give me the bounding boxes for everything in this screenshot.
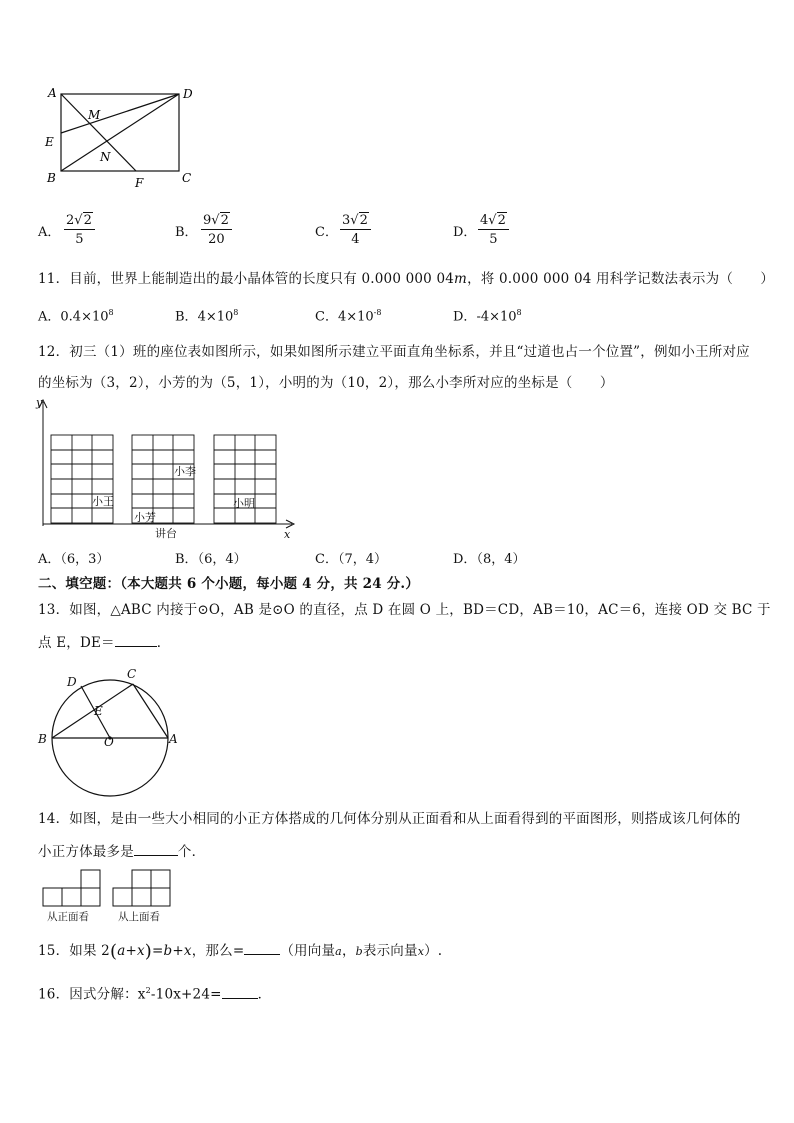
q11-option-a: A．$0.4\times 10^8$ xyxy=(38,308,114,325)
rectangle-figure xyxy=(40,84,240,194)
q16-stem: 16．因式分解：$x^2-10x+24=$ ． xyxy=(38,986,272,1003)
label-o: O xyxy=(104,735,114,749)
q16-answer-blank[interactable] xyxy=(222,998,258,999)
axis-label-x: x xyxy=(284,528,291,541)
seating-chart-figure xyxy=(34,394,304,544)
axis-label-y: y xyxy=(36,396,43,409)
q14-stem-line2: 小正方体最多是 个． xyxy=(38,844,206,860)
q12-stem-line2: 的坐标为（3，2），小芳的为（5，1），小明的为（10，2），那么小李所对应的坐标是（ ） xyxy=(38,375,614,391)
seat-block-2 xyxy=(132,435,194,523)
label-e: E xyxy=(94,704,103,718)
label-a: A xyxy=(169,732,178,746)
lectern-label: 讲台 xyxy=(155,527,177,540)
section-2-heading: 二、填空题：（本大题共 6 个小题，每小题 4 分，共 24 分.） xyxy=(38,576,420,592)
q12-option-a: A．（6，3） xyxy=(38,552,110,567)
segment-bd xyxy=(61,94,179,171)
q10-fraction-d: $\frac{4√2}{5}$ xyxy=(478,212,509,247)
front-view-shape xyxy=(43,870,100,906)
q15-stem: 15．如果 2(a+x)=b+x，那么= （用向量a，b表示向量x）. xyxy=(38,941,443,962)
segment-bc xyxy=(52,684,133,738)
top-view-shape xyxy=(113,870,170,906)
label-c: C xyxy=(127,667,137,681)
label-a: A xyxy=(48,86,57,100)
seat-label-xiaoming: 小明 xyxy=(233,497,255,510)
q12-option-d: D．（8，4） xyxy=(453,552,526,567)
cube-views-figure xyxy=(42,868,182,924)
label-b: B xyxy=(47,171,56,185)
q11-stem: 11．目前，世界上能制造出的最小晶体管的长度只有 0.000 000 04m，将 0.000 000 04 用科学记数法表示为（ ） xyxy=(38,271,775,287)
q13-stem-line1: 13．如图，△ABC 内接于⊙O，AB 是⊙O 的直径，点 D 在圆 O 上，BD＝CD，AB＝10，AC＝6，连接 OD 交 BC 于 xyxy=(38,602,771,618)
label-d: D xyxy=(67,675,77,689)
seat-label-xiaowang: 小王 xyxy=(92,495,114,508)
q10-fraction-b: $\frac{9√2}{20}$ xyxy=(201,212,232,247)
q12-stem-line1: 12．初三（1）班的座位表如图所示，如果如图所示建立平面直角坐标系，并且“过道也占一个位置”，例如小王所对应 xyxy=(38,344,750,360)
q11-option-c: C．$4\times 10^{-8}$ xyxy=(315,308,382,325)
q13-answer-blank[interactable] xyxy=(115,646,157,647)
q13-stem-line2: 点 E，DE＝ ． xyxy=(38,635,171,651)
label-b: B xyxy=(38,732,47,746)
q10-option-d: D． xyxy=(453,225,477,240)
q10-fraction-c: $\frac{3√2}{4}$ xyxy=(340,212,371,247)
segment-ca xyxy=(133,684,168,738)
label-m: M xyxy=(88,108,101,122)
q11-option-d: D．$-4\times 10^8$ xyxy=(453,308,522,325)
front-view-label: 从正面看 xyxy=(47,911,89,923)
label-e: E xyxy=(45,135,54,149)
label-d: D xyxy=(183,87,193,101)
q10-option-b: B． xyxy=(175,225,198,240)
q10-fraction-a: $\frac{2√2}{5}$ xyxy=(64,212,95,247)
top-view-label: 从上面看 xyxy=(118,911,160,923)
segment-af xyxy=(61,94,136,171)
q12-option-c: C．（7，4） xyxy=(315,552,387,567)
segment-ed xyxy=(61,94,179,133)
q11-option-b: B．$4\times 10^8$ xyxy=(175,308,239,325)
q14-answer-blank[interactable] xyxy=(134,855,178,856)
q14-stem-line1: 14．如图，是由一些大小相同的小正方体搭成的几何体分别从正面看和从上面看得到的平面图形，则搭成该几何体的 xyxy=(38,811,741,827)
label-f: F xyxy=(135,176,144,190)
q15-answer-blank[interactable] xyxy=(244,954,280,955)
q10-option-a: A． xyxy=(38,225,61,240)
q12-option-b: B．（6，4） xyxy=(175,552,247,567)
label-c: C xyxy=(182,171,192,185)
seat-label-xiaofang: 小芳 xyxy=(134,511,156,524)
seat-label-xiaoli: 小李 xyxy=(174,465,196,478)
label-n: N xyxy=(100,150,111,164)
circle-figure xyxy=(36,664,186,794)
q10-option-c: C． xyxy=(315,225,338,240)
seat-block-1 xyxy=(51,435,113,523)
